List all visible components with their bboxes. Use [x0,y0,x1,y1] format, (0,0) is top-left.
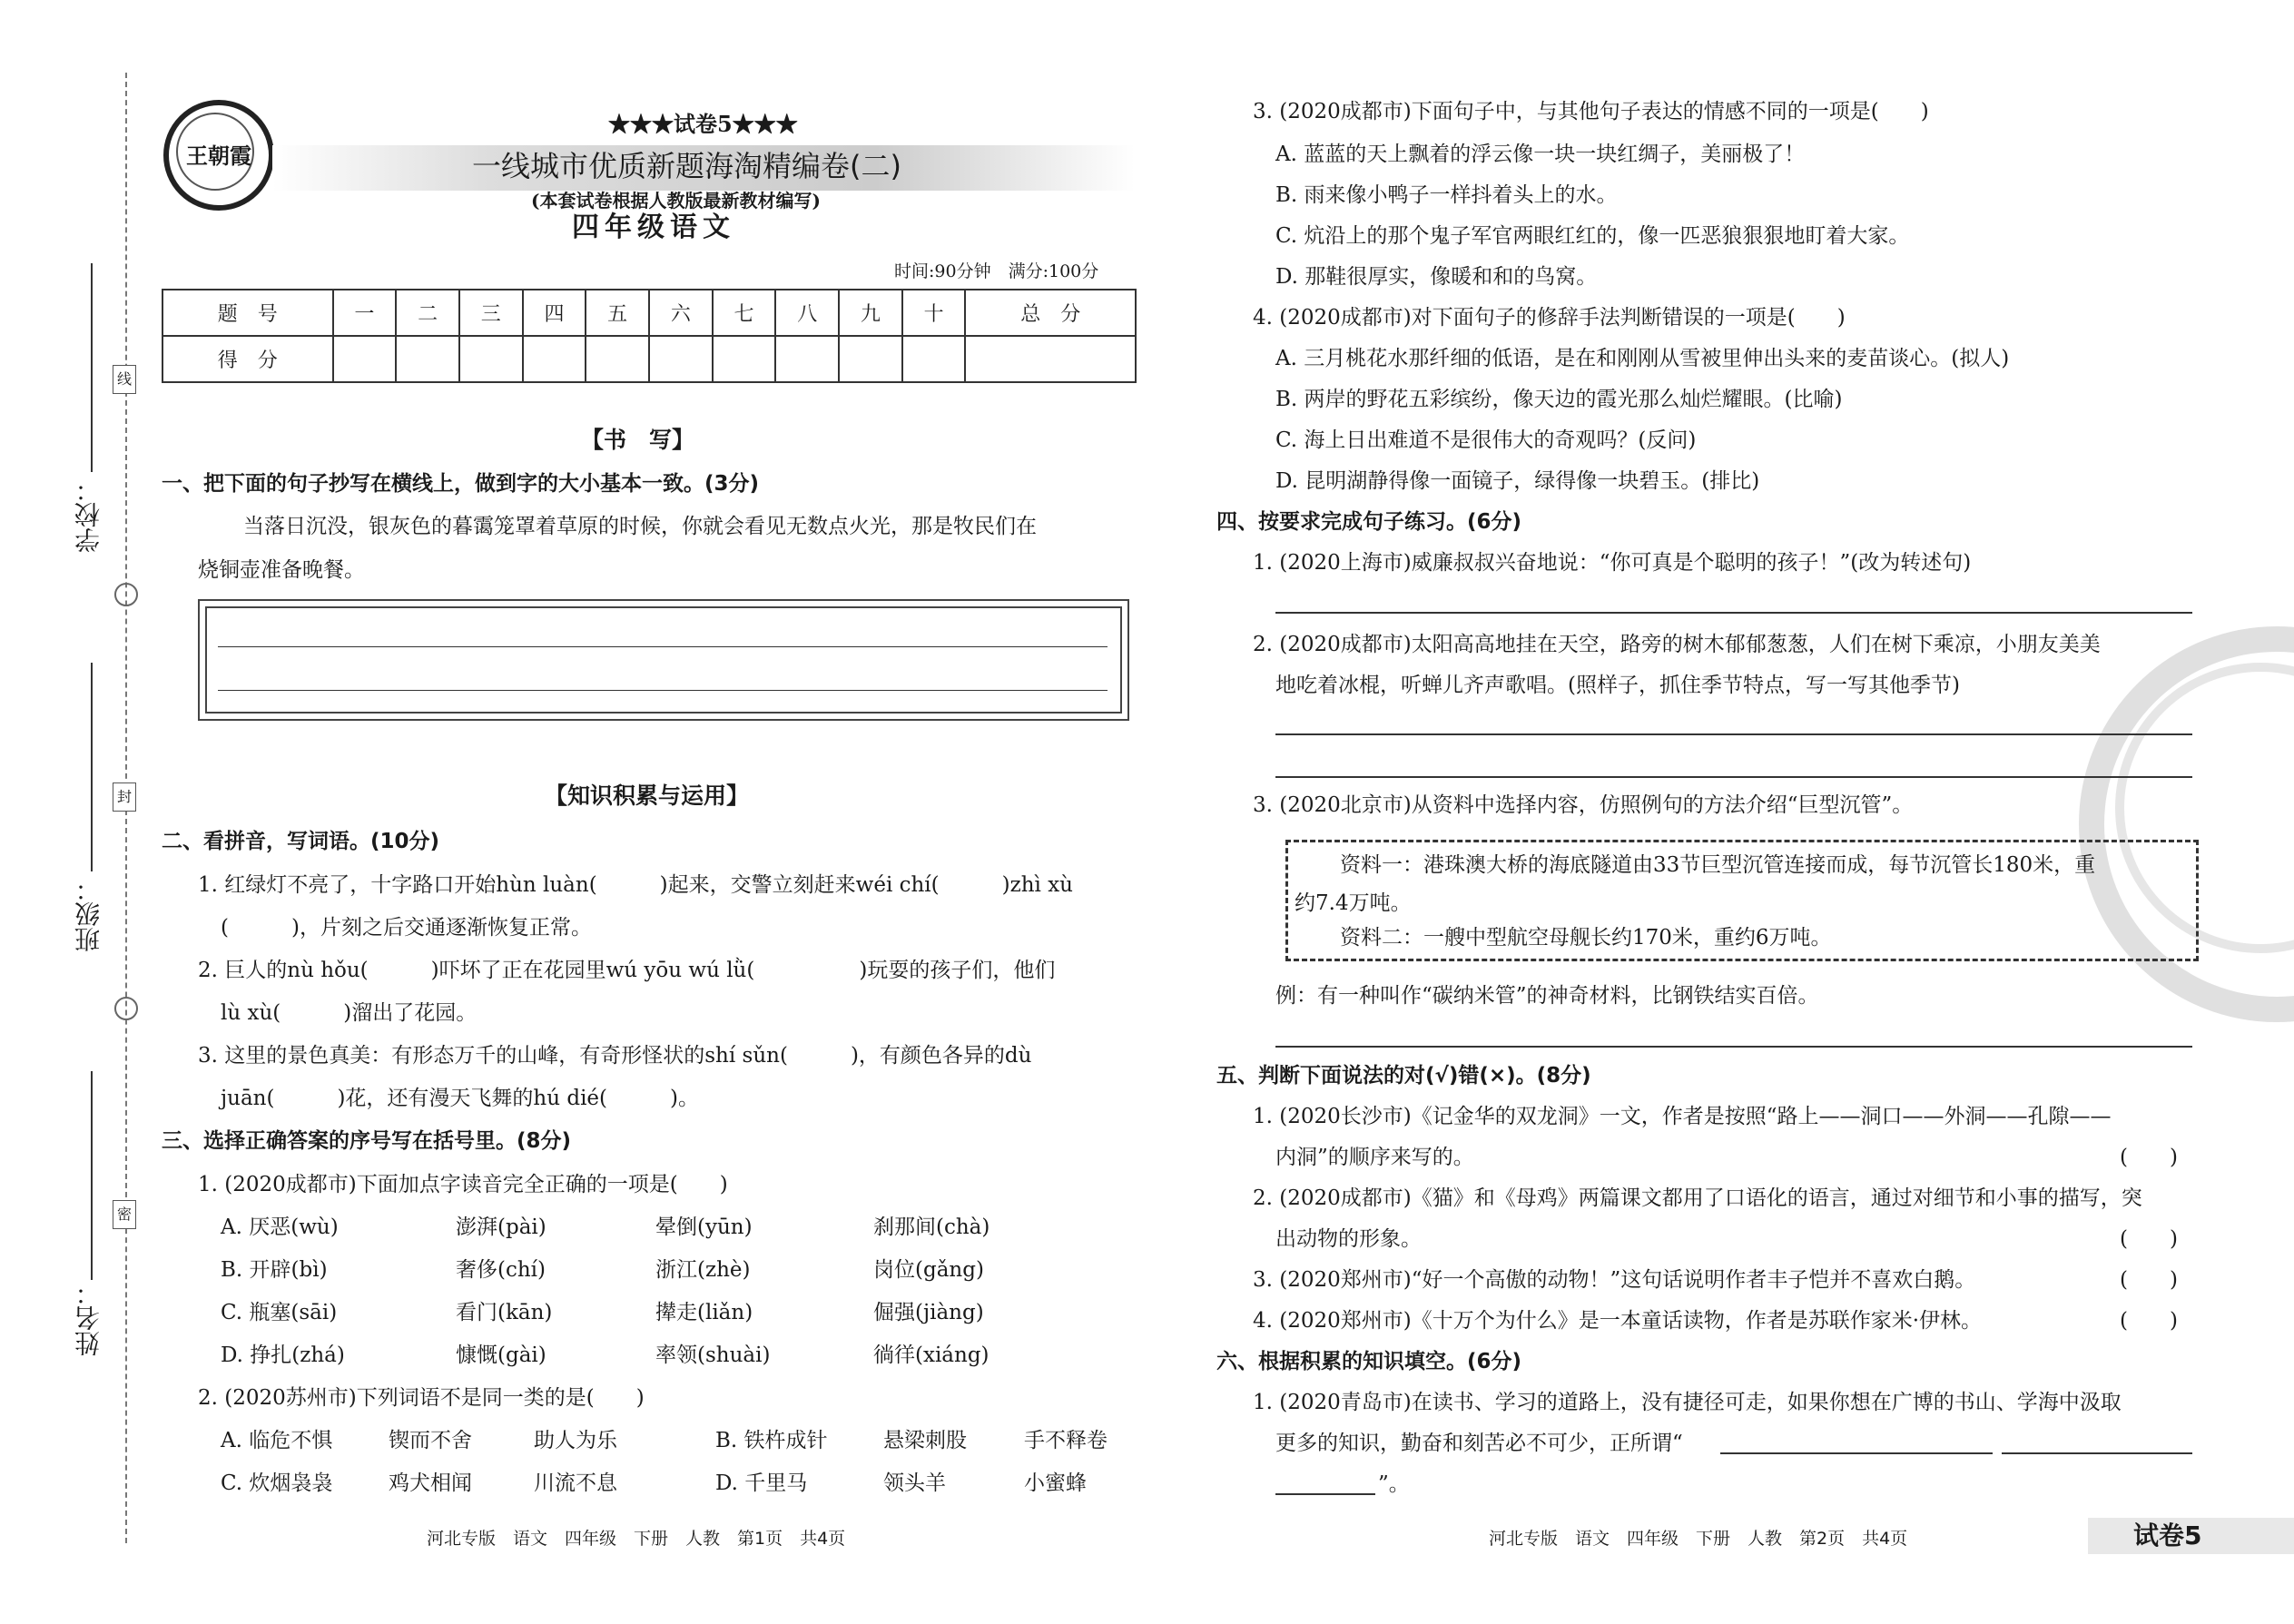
q3-option: 澎湃(pài) [456,1216,546,1239]
copy-line[interactable] [218,690,1108,691]
q4-sub2-line1: 2. (2020成都市)太阳高高地挂在天空，路旁的树木郁郁葱葱，人们在树下乘凉，小朋友美美 [1253,633,2101,656]
score-header-cell: 十 [902,290,966,336]
answer-line[interactable] [1275,776,2192,778]
q2-line: juān( )花，还有漫天飞舞的hú dié( )。 [221,1087,699,1110]
q5-sub3: 3. (2020郑州市)“好一个高傲的动物！”这句话说明作者丰子恺并不喜欢白鹅。 [1253,1268,1976,1292]
q5-sub2-line1: 2. (2020成都市)《猫》和《母鸡》两篇课文都用了口语化的语言，通过对细节和小事的描写，突 [1253,1186,2142,1210]
q5-sub1-line1: 1. (2020长沙市)《记金华的双龙洞》一文，作者是按照“路上——洞口——外洞——孔隙—— [1253,1105,2112,1128]
material-1-line1: 资料一：港珠澳大桥的海底隧道由33节巨型沉管连接而成，每节沉管长180米，重 [1340,853,2096,877]
score-header-cell: 三 [459,290,523,336]
binding-margin [0,0,145,1624]
fill-blank[interactable] [2002,1452,2192,1454]
q3-option: 悬梁刺股 [883,1429,967,1452]
score-cell[interactable] [586,336,649,382]
q3-sub1: 1. (2020成都市)下面加点字读音完全正确的一项是( ) [198,1173,728,1196]
q3-option[interactable]: D. 千里马 [715,1471,808,1495]
copy-line[interactable] [218,646,1108,647]
q3-option: 锲而不舍 [389,1429,472,1452]
q3-option[interactable]: D. 挣扎(zhá) [221,1343,345,1367]
seal-mark-seal: 封 [113,782,136,812]
score-row-label: 得 分 [162,336,333,382]
answer-line[interactable] [1275,733,2192,735]
q5-title: 五、判断下面说法的对(√)错(×)。(8分) [1216,1064,1591,1088]
q3-option: 小蜜蜂 [1024,1471,1087,1495]
q3-option[interactable]: A. 三月桃花水那纤细的低语，是在和刚刚从雪被里伸出头来的麦苗谈心。(拟人) [1275,347,2010,370]
school-line [91,263,93,472]
q3-sub3: 3. (2020成都市)下面句子中，与其他句子表达的情感不同的一项是( ) [1253,100,1929,123]
copy-box [198,599,1129,721]
q4-sub3: 3. (2020北京市)从资料中选择内容，仿照例句的方法介绍“巨型沉管”。 [1253,793,1914,817]
q3-option[interactable]: C. 瓶塞(sāi) [221,1301,338,1324]
q1-title: 一、把下面的句子抄写在横线上，做到字的大小基本一致。(3分) [162,472,760,496]
binding-hole-icon [114,997,138,1020]
footer-left: 河北专版 语文 四年级 下册 人教 第1页 共4页 [427,1529,846,1549]
score-cell[interactable] [459,336,523,382]
q2-line: 2. 巨人的nù hǒu( )吓坏了正在花园里wú yōu wú lǜ( )玩耍的孩子们，他们 [198,959,1056,982]
brand-logo [163,100,274,211]
score-cell[interactable] [333,336,397,382]
q3-option[interactable]: D. 昆明湖静得像一面镜子，绿得像一块碧玉。(排比) [1275,469,1760,493]
class-label: 班级： [74,876,103,952]
q3-option: 浙江(zhè) [655,1258,751,1282]
q3-option[interactable]: D. 那鞋很厚实，像暖和和的鸟窝。 [1275,265,1598,289]
q3-option: 撵走(liǎn) [655,1301,753,1324]
seal-mark-secret: 密 [113,1200,136,1229]
q3-title: 三、选择正确答案的序号写在括号里。(8分) [162,1129,572,1153]
score-header-cell: 八 [775,290,839,336]
q1-text-line1: 当落日沉没，银灰色的暮霭笼罩着草原的时候，你就会看见无数点火光，那是牧民们在 [243,515,1037,538]
q6-title: 六、根据积累的知识填空。(6分) [1216,1350,1522,1373]
score-cell[interactable] [902,336,966,382]
footer-right: 河北专版 语文 四年级 下册 人教 第2页 共4页 [1489,1529,1908,1549]
name-label: 姓名： [74,1280,103,1356]
q2-line: ( )，片刻之后交通逐渐恢复正常。 [221,916,592,940]
answer-line[interactable] [1275,1046,2192,1048]
q3-option: 倔强(jiàng) [873,1301,984,1324]
q3-option[interactable]: C. 海上日出难道不是很伟大的奇观吗？(反问) [1275,428,1697,452]
q5-sub4: 4. (2020郑州市)《十万个为什么》是一本童话读物，作者是苏联作家米·伊林。 [1253,1309,1983,1333]
q2-line: 3. 这里的景色真美：有形态万千的山峰，有奇形怪状的shí sǔn( )，有颜色各异的dù [198,1044,1032,1068]
score-header-cell: 五 [586,290,649,336]
score-header-cell: 四 [523,290,586,336]
score-cell[interactable] [713,336,776,382]
q3-option: 慷慨(gài) [456,1343,546,1367]
judge-paren[interactable]: ( ) [2120,1309,2178,1333]
section-writing: 【书 写】 [581,427,695,453]
q3-option: 晕倒(yūn) [655,1216,753,1239]
score-table [162,289,1137,383]
binding-hole-icon [114,583,138,606]
q3-option[interactable]: A. 蓝蓝的天上飘着的浮云像一块一块红绸子，美丽极了！ [1275,143,1806,166]
q3-option: 徜徉(xiáng) [873,1343,989,1367]
q3-option: 率领(shuài) [655,1343,771,1367]
paper-note: (本套试卷根据人教版最新教材编写) [531,190,821,212]
q6-sub1-end: ”。 [1378,1472,1410,1496]
q1-text-line2: 烧铜壶准备晚餐。 [198,558,365,582]
q3-option: 鸡犬相闻 [389,1471,472,1495]
score-header-cell: 总 分 [965,290,1136,336]
material-1-line2: 约7.4万吨。 [1295,891,1412,915]
q3-option: 领头羊 [883,1471,946,1495]
q3-option: 刹那间(chà) [873,1216,990,1239]
score-cell[interactable] [396,336,459,382]
q3-option: 岗位(gǎng) [873,1258,984,1282]
logo-text: 王朝霞 [186,143,251,169]
paper-subject: 四年级语文 [572,212,735,243]
q4-example: 例：有一种叫作“碳纳米管”的神奇材料，比钢铁结实百倍。 [1275,984,1819,1008]
paper-title: 一线城市优质新题海淘精编卷(二) [472,149,901,183]
paper-number: ★★★试卷5★★★ [608,111,798,137]
score-header-cell: 六 [649,290,713,336]
q3-option[interactable]: A. 临危不惧 [221,1429,333,1452]
q2-title: 二、看拼音，写词语。(10分) [162,830,440,853]
q3-option: 手不释卷 [1024,1429,1108,1452]
judge-paren[interactable]: ( ) [2120,1227,2178,1251]
score-header-cell: 九 [839,290,902,336]
q3-option: 川流不息 [534,1471,617,1495]
class-line [91,663,93,871]
judge-paren[interactable]: ( ) [2120,1146,2178,1169]
school-label: 学校： [74,477,103,553]
score-cell[interactable] [523,336,586,382]
q3-sub4: 4. (2020成都市)对下面句子的修辞手法判断错误的一项是( ) [1253,306,1846,330]
score-cell[interactable] [839,336,902,382]
q3-sub2: 2. (2020苏州市)下列词语不是同一类的是( ) [198,1386,645,1410]
score-cell[interactable] [965,336,1136,382]
corner-label: 试卷5 [2133,1521,2202,1550]
fill-blank[interactable] [1275,1493,1375,1495]
material-2: 资料二：一艘中型航空母舰长约170米，重约6万吨。 [1340,926,1832,950]
q3-option[interactable]: B. 铁杵成针 [715,1429,828,1452]
q5-sub2-line2: 出动物的形象。 [1275,1227,1422,1251]
q3-option[interactable]: C. 炊烟袅袅 [221,1471,333,1495]
section-knowledge: 【知识积累与运用】 [545,782,750,809]
q4-title: 四、按要求完成句子练习。(6分) [1216,510,1522,534]
score-header-cell: 二 [396,290,459,336]
name-line [91,1071,93,1280]
score-cell[interactable] [775,336,839,382]
score-header-cell: 题 号 [162,290,333,336]
q6-sub1-line2: 更多的知识，勤奋和刻苦必不可少，正所谓“ [1275,1432,1683,1455]
q4-sub1: 1. (2020上海市)威廉叔叔兴奋地说：“你可真是个聪明的孩子！”(改为转述句) [1253,551,1972,575]
score-header-cell: 一 [333,290,397,336]
q3-option: 看门(kān) [456,1301,553,1324]
q3-option[interactable]: B. 开辟(bì) [221,1258,328,1282]
q2-line: lù xù( )溜出了花园。 [221,1001,478,1025]
q3-option[interactable]: A. 厌恶(wù) [221,1216,339,1239]
q2-line: 1. 红绿灯不亮了，十字路口开始hùn luàn( )起来，交警立刻赶来wéi chí( )zhì xù [198,873,1073,897]
score-header-cell: 七 [713,290,776,336]
q3-option: 奢侈(chí) [456,1258,546,1282]
answer-line[interactable] [1275,612,2192,614]
seal-mark-line: 线 [113,365,136,394]
q3-option[interactable]: C. 炕沿上的那个鬼子军官两眼红红的，像一匹恶狼狠狠地盯着大家。 [1275,224,1910,248]
q4-sub2-line2: 地吃着冰棍，听蝉儿齐声歌唱。(照样子，抓住季节特点，写一写其他季节) [1275,674,1960,697]
score-cell[interactable] [649,336,713,382]
q6-sub1-line1: 1. (2020青岛市)在读书、学习的道路上，没有捷径可走，如果你想在广博的书山、学海中汲取 [1253,1391,2122,1414]
q3-option: 助人为乐 [534,1429,617,1452]
q3-option[interactable]: B. 雨来像小鸭子一样抖着头上的水。 [1275,183,1618,207]
time-score: 时间:90分钟 满分:100分 [894,261,1099,281]
q5-sub1-line2: 内洞”的顺序来写的。 [1275,1146,1474,1169]
q3-option[interactable]: B. 两岸的野花五彩缤纷，像天边的霞光那么灿烂耀眼。(比喻) [1275,388,1843,411]
fill-blank[interactable] [1720,1452,1993,1454]
judge-paren[interactable]: ( ) [2120,1268,2178,1292]
